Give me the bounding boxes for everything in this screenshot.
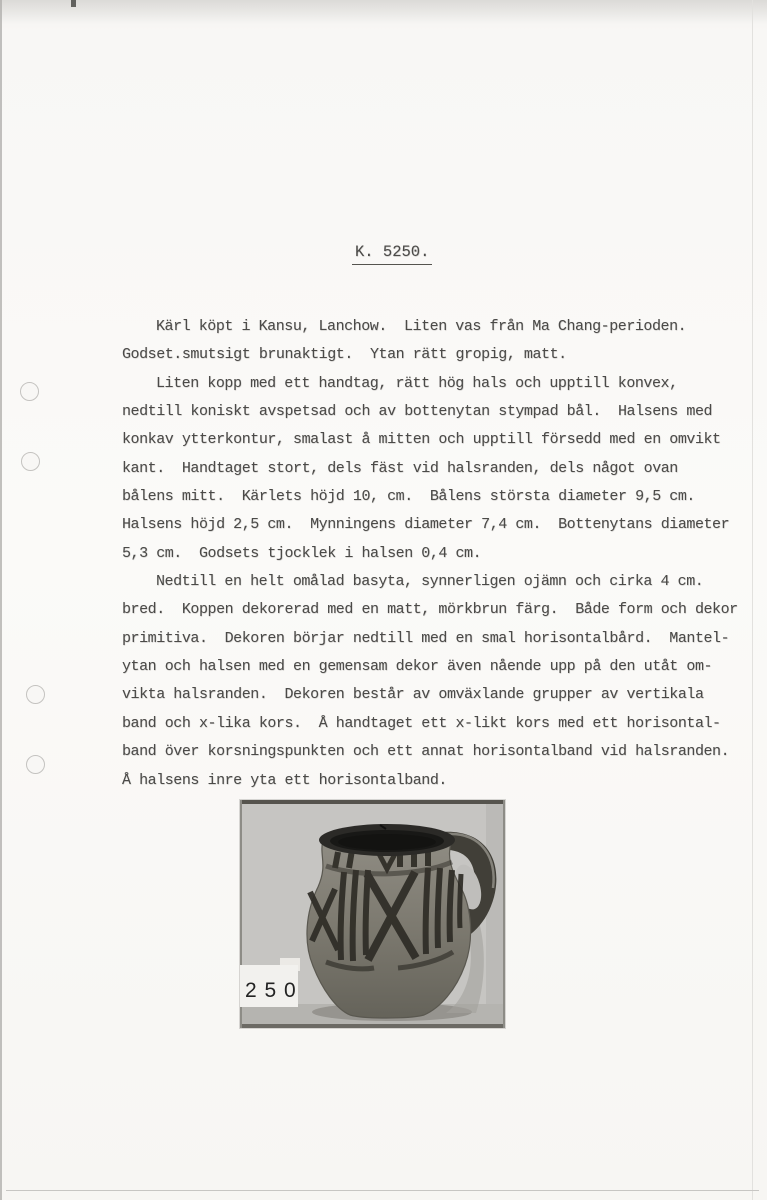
scan-artifact-speck — [71, 0, 76, 7]
photo-label: 2 5 0 — [245, 979, 297, 1002]
text-line: konkav ytterkontur, smalast å mitten och upptill försedd med en omvikt — [122, 431, 721, 449]
artifact-photo — [240, 800, 505, 1028]
scan-edge-bottom — [6, 1190, 759, 1191]
pot-mouth — [319, 824, 455, 856]
text-line: Halsens höjd 2,5 cm. Mynningens diameter 7,4 cm. Bottenytans diameter — [122, 516, 730, 534]
text-line: Nedtill en helt omålad basyta, synnerligen ojämn och cirka 4 cm. — [156, 573, 704, 591]
text-line: kant. Handtaget stort, dels fäst vid halsranden, dels något ovan — [122, 459, 678, 477]
pot-body — [307, 824, 471, 1018]
text-line: Å halsens inre yta ett horisontalband. — [122, 771, 447, 789]
photo-label-card — [240, 958, 300, 1007]
punch-hole — [21, 452, 40, 471]
text-line: Godset.smutsigt brunaktigt. Ytan rätt gropig, matt. — [122, 346, 567, 364]
text-line: band över korsningspunkten och ett annat horisontalband vid halsranden. — [122, 743, 730, 761]
text-line: nedtill koniskt avspetsad och av bottenytan stympad bål. Halsens med — [122, 403, 713, 421]
text-line: Kärl köpt i Kansu, Lanchow. Liten vas från Ma Chang-perioden. — [156, 318, 687, 335]
text-line: vikta halsranden. Dekoren består av omväxlande grupper av vertikala — [122, 686, 704, 704]
punch-hole — [20, 382, 39, 401]
text-line: 5,3 cm. Godsets tjocklek i halsen 0,4 cm. — [122, 544, 482, 562]
punch-hole — [26, 685, 45, 704]
text-line: bred. Koppen dekorerad med en matt, mörkbrun färg. Både form och dekor — [122, 601, 738, 619]
text-line: ytan och halsen med en gemensam dekor även nående upp på den utåt om- — [122, 658, 713, 676]
scan-edge-left — [0, 0, 2, 1200]
text-line: bålens mitt. Kärlets höjd 10, cm. Bålens största diameter 9,5 cm. — [122, 488, 695, 506]
text-line: Liten kopp med ett handtag, rätt hög hals och upptill konvex, — [156, 374, 678, 392]
description-text-block — [122, 313, 767, 795]
text-line: band och x-lika kors. Å handtaget ett x-likt kors med ett horisontal- — [122, 714, 721, 732]
artifact-photo-image — [240, 800, 505, 1028]
catalog-number-heading: K. 5250. — [352, 243, 432, 265]
text-line: primitiva. Dekoren börjar nedtill med en smal horisontalbård. Mantel- — [122, 629, 730, 647]
punch-hole — [26, 755, 45, 774]
